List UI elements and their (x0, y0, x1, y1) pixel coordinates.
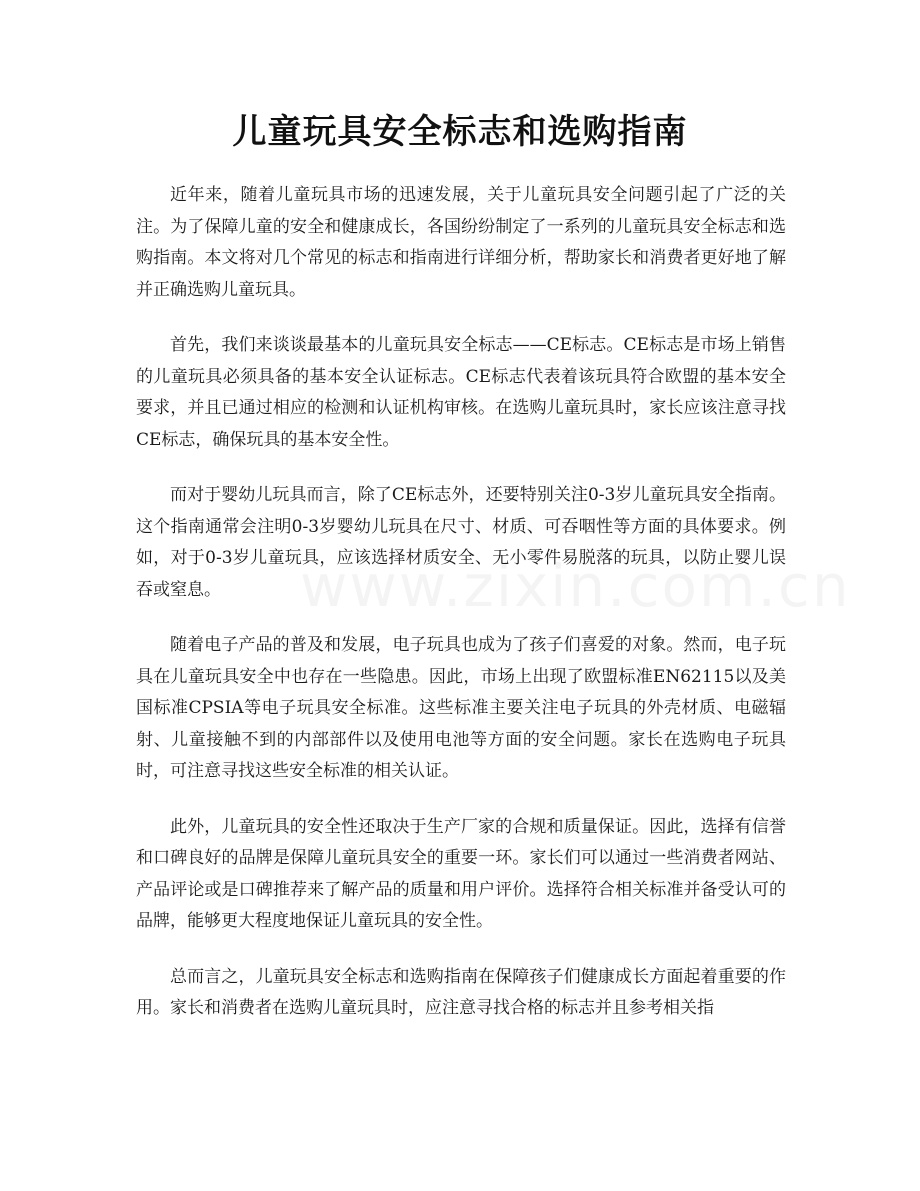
paragraph-electronic-toys: 随着电子产品的普及和发展，电子玩具也成为了孩子们喜爱的对象。然而，电子玩具在儿童玩具安全中也存在一些隐患。因此，市场上出现了欧盟标准EN62115以及美国标准CPSIA等电子玩具安全标准。这些标准主要关注电子玩具的外壳材质、电磁辐射、儿童接触不到的内部部件以及使用电池等方面的安全问题。家长在选购电子玩具时，可注意寻找这些安全标准的相关认证。 (136, 635, 786, 781)
paragraph-infant-toys: 而对于婴幼儿玩具而言，除了CE标志外，还要特别关注0-3岁儿童玩具安全指南。这个指南通常会注明0-3岁婴幼儿玩具在尺寸、材质、可吞咽性等方面的具体要求。例如，对于0-3岁儿童玩具，应该选择材质安全、无小零件易脱落的玩具，以防止婴儿误吞或窒息。 (136, 485, 786, 600)
document-body (136, 180, 786, 1049)
paragraph-ce-mark: 首先，我们来谈谈最基本的儿童玩具安全标志——CE标志。CE标志是市场上销售的儿童玩具必须具备的基本安全认证标志。CE标志代表着该玩具符合欧盟的基本安全要求，并且已通过相应的检测和认证机构审核。在选购儿童玩具时，家长应该注意寻找CE标志，确保玩具的基本安全性。 (136, 335, 786, 450)
paragraph-brand-quality: 此外，儿童玩具的安全性还取决于生产厂家的合规和质量保证。因此，选择有信誉和口碑良好的品牌是保障儿童玩具安全的重要一环。家长们可以通过一些消费者网站、产品评论或是口碑推荐来了解产品的质量和用户评价。选择符合相关标准并备受认可的品牌，能够更大程度地保证儿童玩具的安全性。 (136, 816, 786, 931)
paragraph-conclusion: 总而言之，儿童玩具安全标志和选购指南在保障孩子们健康成长方面起着重要的作用。家长和消费者在选购儿童玩具时，应注意寻找合格的标志并且参考相关指 (136, 966, 786, 1018)
document-title: 儿童玩具安全标志和选购指南 (232, 112, 688, 152)
paragraph-intro: 近年来，随着儿童玩具市场的迅速发展，关于儿童玩具安全问题引起了广泛的关注。为了保障儿童的安全和健康成长，各国纷纷制定了一系列的儿童玩具安全标志和选购指南。本文将对几个常见的标志和指南进行详细分析，帮助家长和消费者更好地了解并正确选购儿童玩具。 (136, 185, 786, 300)
